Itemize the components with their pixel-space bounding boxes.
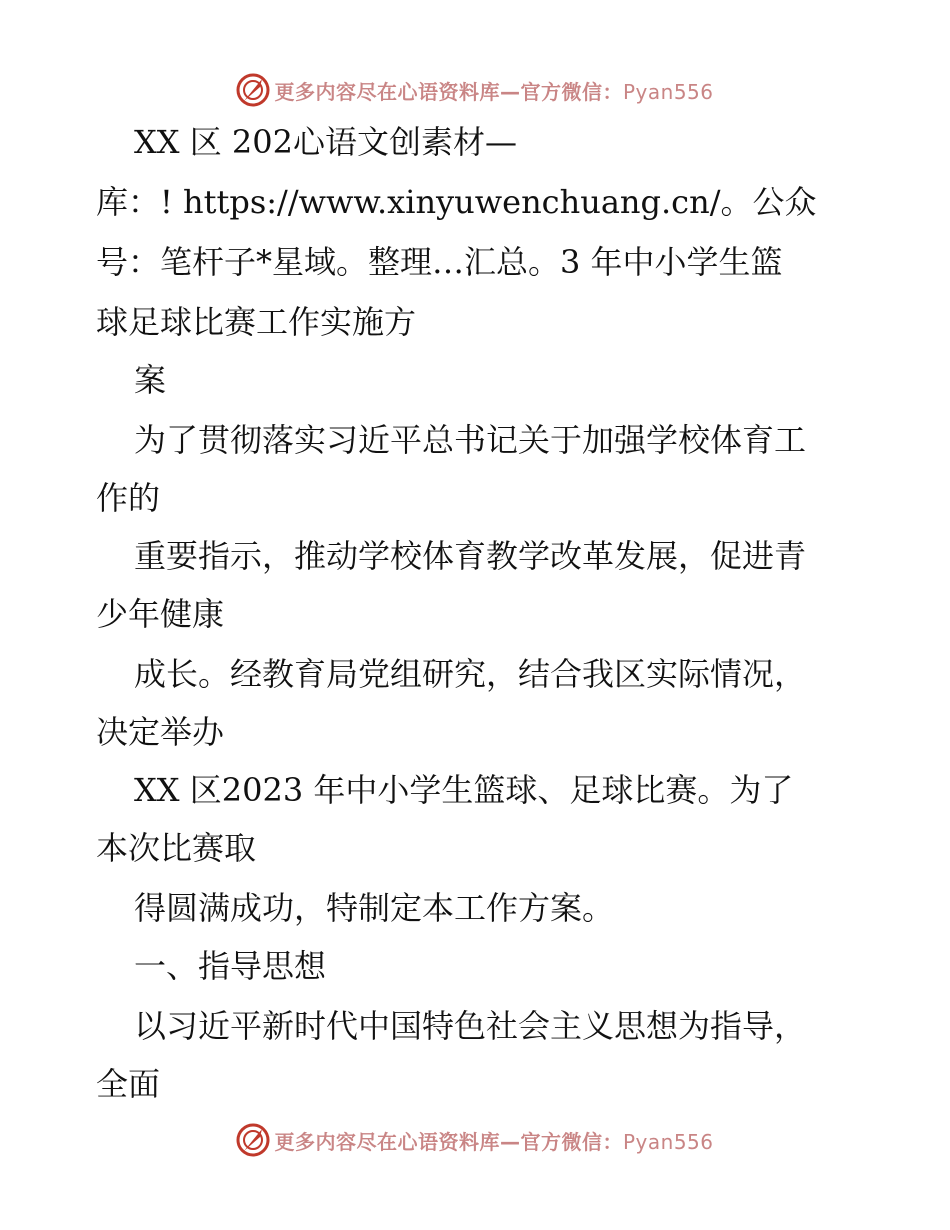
text-line: 以习近平新时代中国特色社会主义思想为指导， xyxy=(134,1007,807,1045)
footer-watermark xyxy=(0,1120,950,1160)
text-line: 号：笔杆子*星域。整理…汇总。3 年中小学生篮 xyxy=(96,243,783,281)
text-line: 全面 xyxy=(96,1065,161,1103)
text-line: 为了贯彻落实习近平总书记关于加强学校体育工 xyxy=(134,421,807,459)
text-line: XX 区 202心语文创素材— xyxy=(134,123,517,161)
text-line: 作的 xyxy=(96,479,161,517)
header-watermark xyxy=(0,70,950,110)
text-line: 库：! https://www.xinyuwenchuang.cn/。公众 xyxy=(96,183,817,221)
text-line: 成长。经教育局党组研究，结合我区实际情况， xyxy=(134,655,807,693)
quill-logo-icon xyxy=(236,73,270,107)
text-line: 案 xyxy=(134,361,167,399)
text-line: 重要指示，推动学校体育教学改革发展，促进青 xyxy=(134,537,807,575)
text-line: 得圆满成功，特制定本工作方案。 xyxy=(134,889,615,927)
text-line: 球足球比赛工作实施方 xyxy=(96,303,417,341)
text-line: XX 区2023 年中小学生篮球、足球比赛。为了 xyxy=(134,771,794,809)
quill-logo-icon xyxy=(236,1123,270,1157)
text-line: 本次比赛取 xyxy=(96,829,257,867)
watermark-text: 更多内容尽在心语资料库—官方微信：Pyan556 xyxy=(274,79,714,104)
text-line: 决定举办 xyxy=(96,713,225,751)
watermark-text: 更多内容尽在心语资料库—官方微信：Pyan556 xyxy=(274,1129,714,1154)
text-line: 少年健康 xyxy=(96,595,225,633)
section-heading: 一、指导思想 xyxy=(134,947,327,985)
